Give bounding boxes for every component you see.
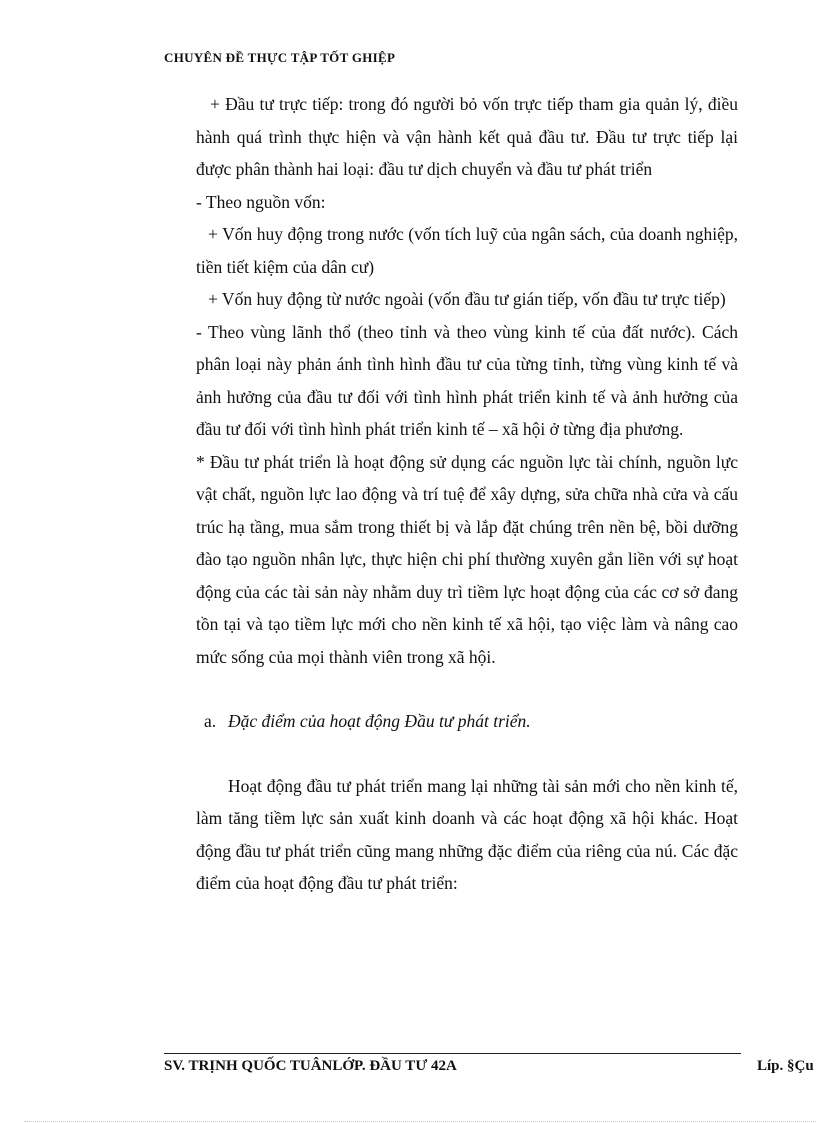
page-header-title: CHUYÊN ĐỀ THỰC TẬP TỐT GHIỆP (164, 50, 396, 65)
footer-divider (164, 1053, 741, 1054)
page-bottom-border (24, 1121, 816, 1122)
paragraph-by-capital-source: - Theo nguồn vốn: (196, 191, 326, 212)
spacer (196, 738, 738, 770)
paragraph-foreign-capital: + Vốn huy động từ nước ngoài (vốn đầu tư gián tiếp, vốn đầu tư trực tiếp) (208, 289, 726, 309)
document-body (196, 88, 738, 900)
paragraph-by-territory: - Theo vùng lãnh thổ (theo tỉnh và theo vùng kinh tế của đất nước). Cách phân loại này phản ánh tình hình đầu tư của từng tỉnh, từng vùng kinh tế và ảnh hưởng của đầu tư đối với tình hình phát triển kinh tế và ảnh hưởng của đầu tư đối với tình hình phát triển kinh tế – xã hội ở từng địa phương. (196, 321, 738, 439)
footer-student-class: SV. TRỊNH QUỐC TUÂNLỚP. ĐẦU TƯ 42A (164, 1058, 457, 1074)
paragraph-direct-investment: + Đầu tư trực tiếp: trong đó người bỏ vốn trực tiếp tham gia quản lý, điều hành quá trình thực hiện và vận hành kết quả đầu tư. Đầu tư trực tiếp lại được phân thành hai loại: đầu tư dịch chuyển và đầu tư phát triển (196, 94, 738, 179)
paragraph-characteristics: Hoạt động đầu tư phát triển mang lại những tài sản mới cho nền kinh tế, làm tăng tiềm lực sản xuất kinh doanh và các hoạt động xã hội khác. Hoạt động đầu tư phát triển cũng mang những đặc điểm của riêng của nú. Các đặc điểm của hoạt động đầu tư phát triển: (196, 775, 738, 893)
section-heading (204, 705, 738, 738)
spacer (196, 673, 738, 705)
section-heading-number: a. (204, 711, 217, 731)
footer-class-label: Líp. §Çu (757, 1058, 814, 1074)
section-heading-title: Đặc điểm của hoạt động Đầu tư phát triển. (228, 711, 531, 731)
paragraph-development-investment-definition: * Đầu tư phát triển là hoạt động sử dụng các nguồn lực tài chính, nguồn lực vật chất, nguồn lực lao động và trí tuệ để xây dựng, sửa chữa nhà cửa và cấu trúc hạ tầng, mua sắm trong thiết bị và lắp đặt chúng trên nền bệ, bồi dưỡng đào tạo nguồn nhân lực, thực hiện chi phí thường xuyên gắn liền với sự hoạt động của các tài sản này nhằm duy trì tiềm lực hoạt động của các cơ sở đang tồn tại và tạo tiềm lực mới cho nền kinh tế xã hội, tạo việc làm và nâng cao mức sống của mọi thành viên trong xã hội. (196, 451, 738, 667)
paragraph-domestic-capital: + Vốn huy động trong nước (vốn tích luỹ của ngân sách, của doanh nghiệp, tiền tiết kiệm của dân cư) (196, 224, 738, 277)
